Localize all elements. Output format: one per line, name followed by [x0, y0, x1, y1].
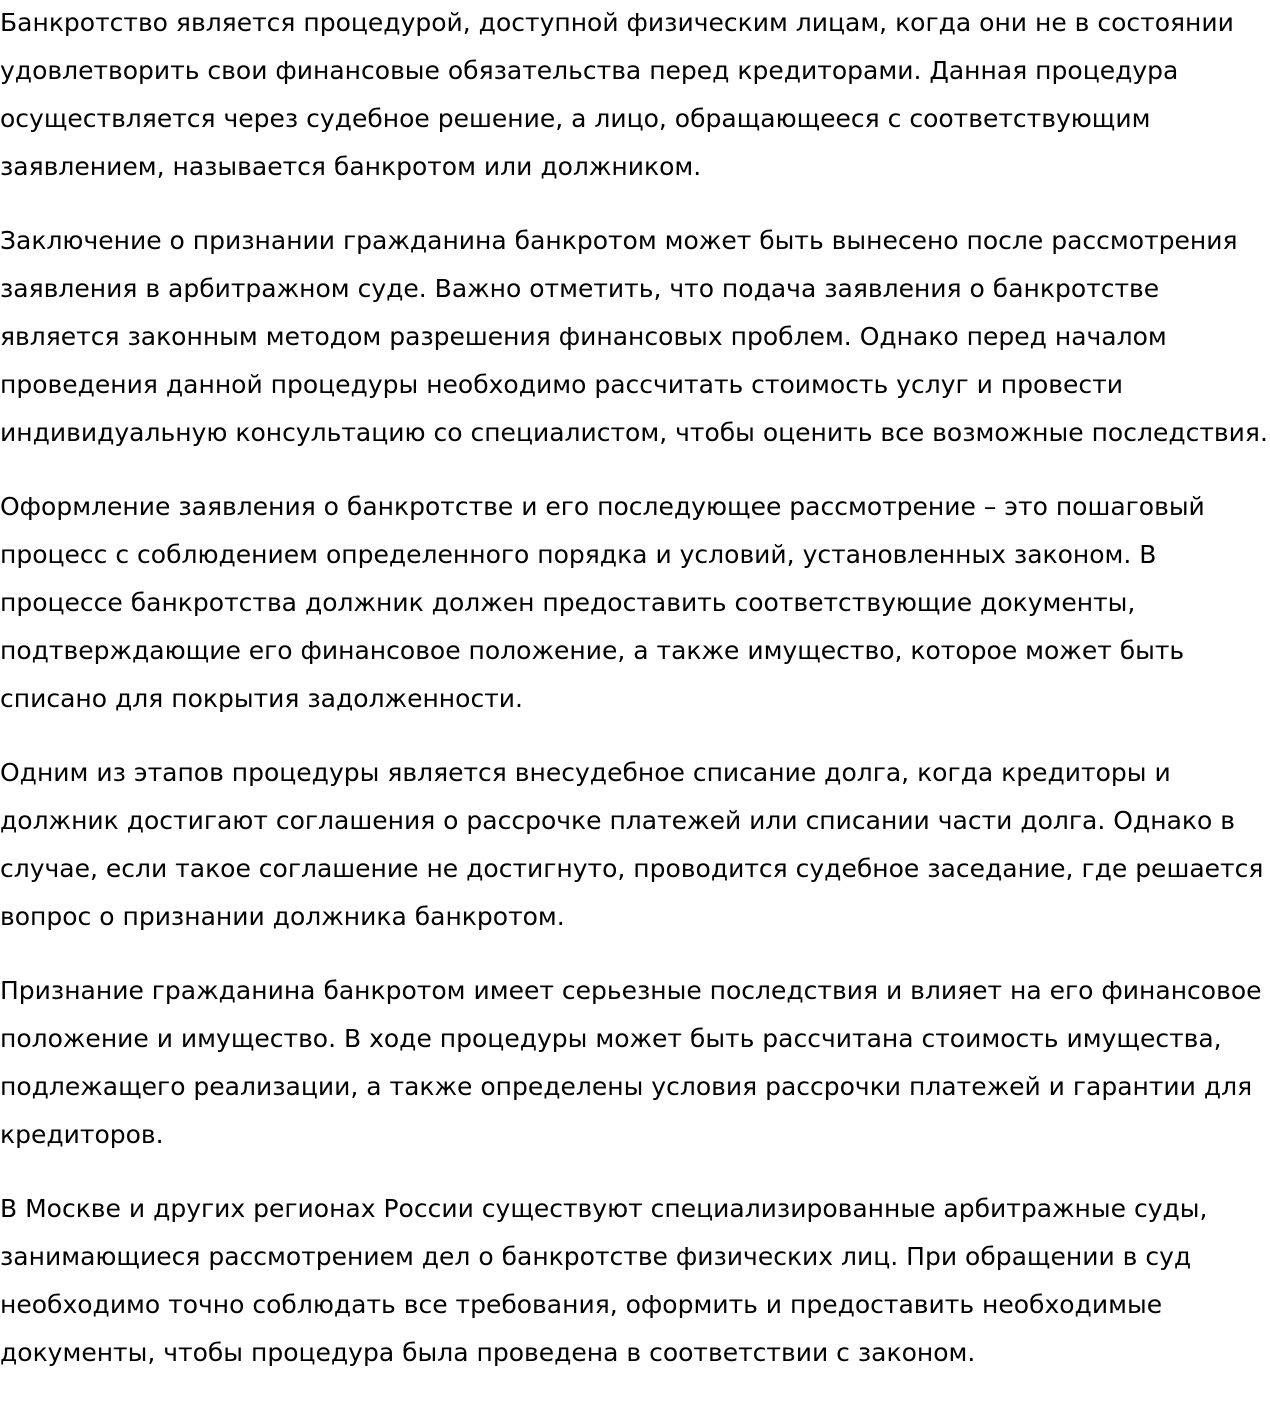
paragraph-consequences: Признание гражданина банкротом имеет серьезные последствия и влияет на его финансовое положение и имущество. В ходе процедуры может быть рассчитана стоимость имущества, подлежащего реализации, а также определены условия рассрочки платежей и гарантии для кредиторов. [0, 976, 1262, 1149]
paragraph-bankruptcy-definition: Банкротство является процедурой, доступной физическим лицам, когда они не в состоянии удовлетворить свои финансовые обязательства перед кредиторами. Данная процедура осуществляется через судебное решение, а лицо, обращающееся с соответствующим заявлением, называется банкротом или должником. [0, 8, 1234, 181]
paragraph-arbitration-courts: В Москве и других регионах России существуют специализированные арбитражные суды, занимающиеся рассмотрением дел о банкротстве физических лиц. При обращении в суд необходимо точно соблюдать все требования, оформить и предоставить необходимые документы, чтобы процедура была проведена в соответствии с законом. [0, 1194, 1208, 1367]
paragraph-court-conclusion: Заключение о признании гражданина банкротом может быть вынесено после рассмотрения заявления в арбитражном суде. Важно отметить, что подача заявления о банкротстве является законным методом разрешения финансовых проблем. Однако перед началом проведения данной процедуры необходимо рассчитать стоимость услуг и провести индивидуальную консультацию со специалистом, чтобы оценить все возможные последствия. [0, 226, 1268, 447]
paragraph-filing-process: Оформление заявления о банкротстве и его последующее рассмотрение – это пошаговый процесс с соблюдением определенного порядка и условий, установленных законом. В процессе банкротства должник должен предоставить соответствующие документы, подтверждающие его финансовое положение, а также имущество, которое может быть списано для покрытия задолженности. [0, 492, 1205, 713]
paragraph-out-of-court-writeoff: Одним из этапов процедуры является внесудебное списание долга, когда кредиторы и должник достигают соглашения о рассрочке платежей или списании части долга. Однако в случае, если такое соглашение не достигнуто, проводится судебное заседание, где решается вопрос о признании должника банкротом. [0, 758, 1264, 931]
